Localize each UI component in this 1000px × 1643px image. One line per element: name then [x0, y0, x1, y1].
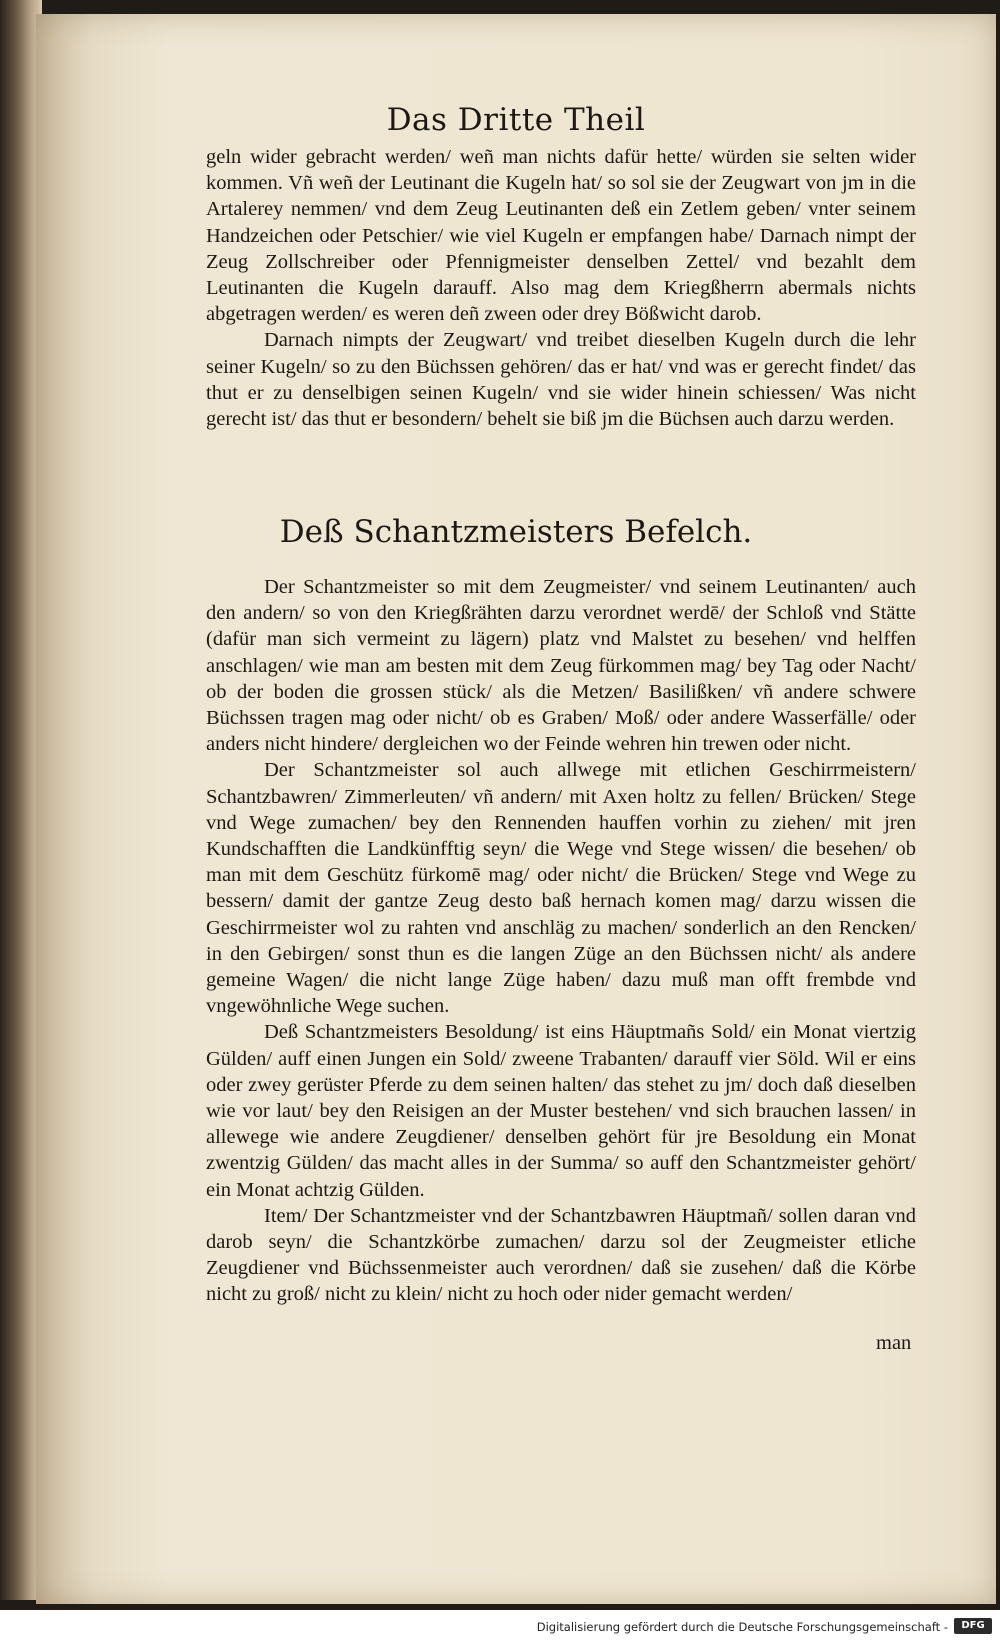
book-page	[36, 14, 996, 1604]
footer-credit: Digitalisierung gefördert durch die Deutsche Forschungsgemeinschaft -	[536, 1620, 948, 1634]
dfg-logo-icon: DFG	[954, 1618, 992, 1634]
main-text-block	[206, 574, 916, 1308]
paragraph: geln wider gebracht werden/ weñ man nichts dafür hette/ würden sie selten wider kommen. Vñ weñ der Leutinant die Kugeln hat/ so sol sie der Zeugwart von jm in die Artalerey nemmen/ vnd dem Zeug Leutinanten deß ein Zetlem geben/ vnter seinem Handzeichen oder Petschier/ wie viel Kugeln er empfangen habe/ Darnach nimpt der Zeug Zollschreiber oder Pfennigmeister denselben Zettel/ vnd bezahlt dem Leutinanten die Kugeln darauff. Also mag dem Kriegßherrn abermals nichts abgetragen werden/ es weren deñ zween oder drey Bößwicht darob.	[206, 146, 916, 326]
paragraph: Deß Schantzmeisters Besoldung/ ist eins Häuptmañs Sold/ ein Monat viertzig Gülden/ auff einen Jungen ein Sold/ zweene Trabanten/ darauff vier Söld. Wil er eins oder zwey gerüster Pferde zu dem seinen halten/ das stehet zu jm/ doch daß dieselben wie vor laut/ bey den Reisigen an der Muster bestehen/ vnd sich brauchen lassen/ in allewege wie andere Zeugdiener/ denselben gehört für jre Besoldung ein Monat zwentzig Gülden/ das macht alles in der Summa/ so auff den Schantzmeister gehört/ ein Monat achtzig Gülden.	[206, 1021, 916, 1201]
paragraph: Der Schantzmeister sol auch allwege mit etlichen Geschirrmeistern/ Schantzbawren/ Zimmerleuten/ vñ andern/ mit Axen holtz zu fellen/ Brücken/ Stege vnd Wege zumachen/ bey den Rennenden hauffen vorhin zu ziehen/ mit jren Kundschafften die Landkünfftig seyn/ die Wege vnd Stege wissen/ die besehen/ ob man mit dem Geschütz fürkomē mag/ oder nicht/ die Brücken/ Stege vnd Wege zu bessern/ damit der gantze Zeug desto baß hernach komen mag/ darzu wissen die Geschirrmeister wol zu rahten vnd anschläg zu machen/ sonderlich an den Rencken/ in den Gebirgen/ sonst thun es die langen Züge an den Büchssen nicht/ als andere gemeine Wagen/ die nicht lange Züge haben/ dazu muß man offt frembde vnd vngewöhnliche Wege suchen.	[206, 759, 916, 1018]
paragraph: Item/ Der Schantzmeister vnd der Schantzbawren Häuptmañ/ sollen daran vnd darob seyn/ die Schantzkörbe zumachen/ darzu sol der Zeugmeister etliche Zeugdiener vnd Büchssenmeister auch verordnen/ daß sie zusehen/ daß die Körbe nicht zu groß/ nicht zu klein/ nicht zu hoch oder nider gemacht werden/	[206, 1204, 916, 1306]
section-heading: Deß Schantzmeisters Befelch.	[279, 514, 753, 550]
paragraph: Der Schantzmeister so mit dem Zeugmeister/ vnd seinem Leutinanten/ auch den andern/ so von den Kriegßrähten darzu verordnet werdē/ der Schloß vnd Stätte (dafür man sich vermeint zu lägern) platz vnd Malstet zu besehen/ vnd helffen anschlagen/ wie man am besten mit dem Zeug fürkommen mag/ bey Tag oder Nacht/ ob der boden die grossen stück/ als die Metzen/ Basilißken/ vñ andere schwere Büchssen tragen mag oder nicht/ ob es Graben/ Moß/ oder andere Wasserfälle/ oder anders nicht hindere/ dergleichen wo der Feinde wehren hin trewen oder nicht.	[206, 576, 916, 756]
catchword: man	[876, 1332, 912, 1354]
top-text-block	[206, 144, 916, 432]
page-header: Das Dritte Theil	[386, 102, 646, 138]
paragraph: Darnach nimpts der Zeugwart/ vnd treibet dieselben Kugeln durch die lehr seiner Kugeln/ so zu den Büchssen gehören/ das er hat/ vnd was er gerecht findet/ das thut er zu denselbigen seinen Kugeln/ vnd sie wider hinein schiessen/ Was nicht gerecht ist/ das thut er besondern/ behelt sie biß jm die Büchsen auch darzu werden.	[206, 329, 916, 431]
footer-bar	[0, 1610, 1000, 1643]
